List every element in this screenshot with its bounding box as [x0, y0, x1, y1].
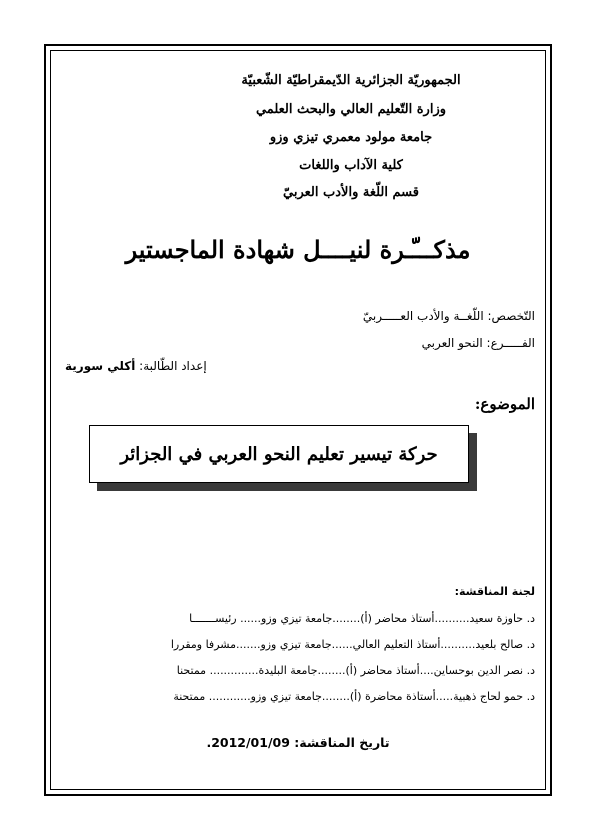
committee-member: د. صالح بلعيد..........أستاذ التعليم العالي......جامعة تيزي وزو.......مشرفا ومقررا [170, 638, 535, 651]
branch-line: الفـــــرع: النحو العربي [421, 336, 535, 350]
specialty-line: التّخصص: اللّغــة والأدب العـــــربيّ [362, 309, 535, 323]
republic-line: الجمهوريّة الجزائرية الدّيمقراطيّة الشّعبيّة [241, 73, 461, 88]
committee-member: د. حاوزة سعيد..........أستاذ محاضر (أ)........جامعة تيزي وزو...... رئيســـــــا [189, 612, 535, 625]
committee-member: د. حمو لحاج ذهبية.....أستاذة محاضرة (أ)........جامعة تيزي وزو............ ممتحنة [173, 690, 535, 703]
subject-box [89, 425, 469, 483]
subject-title: حركة تيسير تعليم النحو العربي في الجزائر [120, 443, 438, 465]
prepared-by-line [65, 359, 207, 373]
ministry-line: وزارة التّعليم العالي والبحث العلمي [255, 102, 447, 117]
faculty-line: كلية الآداب واللغات [299, 158, 403, 173]
subject-label: الموضوع: [474, 395, 535, 413]
defense-date: تاريخ المناقشة: 2012/01/09. [206, 735, 390, 750]
department-line: قسم اللّغة والأدب العربيّ [283, 185, 419, 200]
thesis-title: مذكـــّـرة لنيــــل شهادة الماجستير [125, 235, 471, 264]
university-line: جامعة مولود معمري تيزي وزو [269, 130, 433, 145]
committee-member: د. نصر الدين بوحساين....أستاذ محاضر (أ)........جامعة البليدة.............. ممتحنا [176, 664, 535, 677]
committee-list [55, 608, 535, 712]
prepared-by-label: إعداد الطّالبة: [139, 359, 207, 373]
title-page [55, 55, 541, 785]
committee-title: لجنة المناقشة: [454, 585, 535, 598]
student-name: أكلي سورية [65, 359, 136, 373]
